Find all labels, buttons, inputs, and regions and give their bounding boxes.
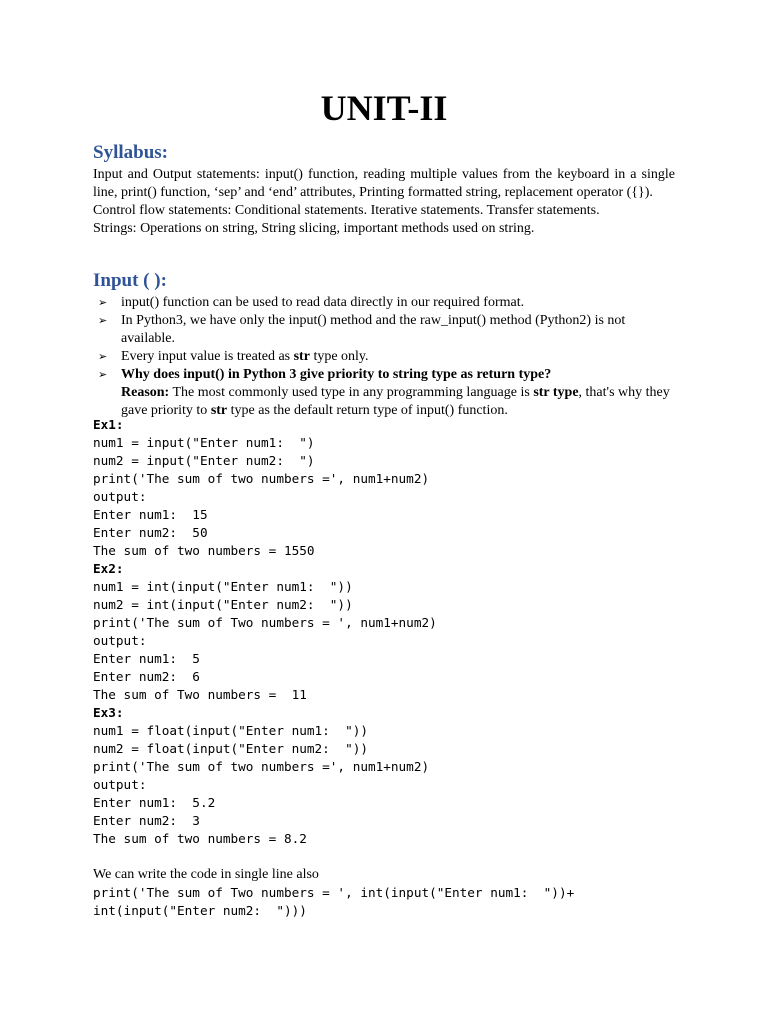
code-line: The sum of two numbers = 8.2 [93,831,307,846]
code-line: num2 = input("Enter num2: ") [93,453,315,468]
list-item [93,294,675,312]
reason-text: The most commonly used type in any programming language is [169,385,534,400]
list-item [93,348,675,366]
input-bullet-list [93,294,675,420]
code-line: num1 = float(input("Enter num1: ")) [93,723,368,738]
arrow-bullet-icon: ➢ [98,297,108,309]
syllabus-text [93,166,675,238]
example-label: Ex2: [93,561,124,576]
blank-line [93,848,693,866]
code-line: num1 = int(input("Enter num1: ")) [93,579,353,594]
code-line: Enter num2: 6 [93,669,200,684]
syllabus-heading: Syllabus: [93,142,168,163]
code-line: Enter num2: 50 [93,525,208,540]
prose-line: We can write the code in single line also [93,867,319,882]
code-line: print('The sum of Two numbers = ', num1+num2) [93,615,437,630]
code-line: num1 = input("Enter num1: ") [93,435,315,450]
bullet-text: input() function can be used to read data directly in our required format. [121,295,525,310]
reason-bold-text: str [210,403,228,418]
reason-text: , that's why they gave priority to [121,385,670,418]
bullet-text-post: type only. [309,349,369,364]
page-title: UNIT-II [320,88,448,128]
bullet-reason [121,384,675,420]
syllabus-paragraph-1: Input and Output statements: input() function, reading multiple values from the keyboard in a single line, print() function, ‘sep’ and ‘end’ attributes, Printing formatted string, replacement operator ({}). [93,167,675,200]
reason-label: Reason: [121,385,170,400]
bullet-text-bold: str [293,349,310,364]
example-label: Ex3: [93,705,124,720]
code-line: The sum of two numbers = 1550 [93,543,315,558]
bullet-question: Why does input() in Python 3 give priority to string type as return type? [121,367,552,382]
code-line: print('The sum of two numbers =', num1+num2) [93,759,430,774]
syllabus-paragraph-2: Control flow statements: Conditional statements. Iterative statements. Transfer statements. [93,203,600,218]
code-line: Enter num1: 15 [93,507,208,522]
arrow-bullet-icon: ➢ [98,369,108,381]
reason-text: type as the default return type of input() function. [227,403,508,418]
arrow-bullet-icon: ➢ [98,315,108,327]
reason-bold-text: str type [533,385,579,400]
bullet-text: In Python3, we have only the input() method and the raw_input() method (Python2) is not available. [121,313,626,346]
syllabus-paragraph-3: Strings: Operations on string, String slicing, important methods used on string. [93,221,535,236]
code-line: output: [93,633,147,648]
bullet-text-pre: Every input value is treated as [121,349,294,364]
code-line: output: [93,489,147,504]
list-item [93,312,675,348]
code-line: Enter num2: 3 [93,813,200,828]
list-item [93,366,675,420]
code-line: output: [93,777,147,792]
code-examples [93,416,693,920]
code-line: Enter num1: 5 [93,651,200,666]
code-line: num2 = int(input("Enter num2: ")) [93,597,353,612]
code-line: The sum of Two numbers = 11 [93,687,307,702]
code-line: num2 = float(input("Enter num2: ")) [93,741,368,756]
code-line: print('The sum of two numbers =', num1+num2) [93,471,430,486]
code-line: print('The sum of Two numbers = ', int(input("Enter num1: "))+ [93,885,575,900]
example-label: Ex1: [93,417,124,432]
input-heading: Input ( ): [93,270,167,291]
code-line: int(input("Enter num2: "))) [93,903,307,918]
code-line: Enter num1: 5.2 [93,795,216,810]
arrow-bullet-icon: ➢ [98,351,108,363]
